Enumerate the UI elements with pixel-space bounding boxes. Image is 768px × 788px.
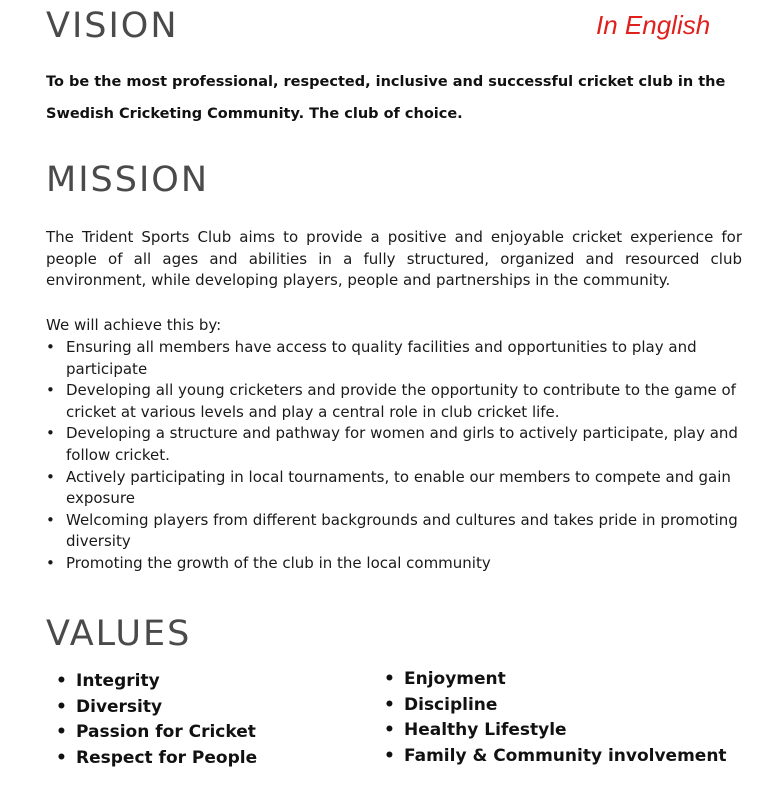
- mission-intro: The Trident Sports Club aims to provide a positive and enjoyable cricket experience for people of all ages and abilities in a fully structured, organized and resourced club environment, while developing players, people and partnerships in the community.: [46, 228, 742, 289]
- vision-statement: To be the most professional, respected, inclusive and successful cricket club in the Swedish Cricketing Community. The club of choice.: [46, 74, 726, 122]
- value-item: • Passion for Cricket: [56, 720, 257, 746]
- list-item: • Welcoming players from different backgrounds and cultures and takes pride in promoting diversity: [46, 510, 746, 553]
- vision-heading: VISION: [46, 6, 179, 46]
- list-item: • Developing all young cricketers and provide the opportunity to contribute to the game of cricket at various levels and play a central role in club cricket life.: [46, 380, 746, 423]
- value-item: • Diversity: [56, 695, 257, 721]
- list-item: • Promoting the growth of the club in the local community: [46, 553, 746, 575]
- language-label: In English: [596, 10, 711, 40]
- value-item: • Respect for People: [56, 746, 257, 772]
- value-item: • Discipline: [384, 693, 727, 719]
- value-item: • Family & Community involvement: [384, 744, 727, 770]
- mission-heading: MISSION: [46, 160, 210, 200]
- values-left-list: [56, 669, 257, 771]
- list-item: • Developing a structure and pathway for women and girls to actively participate, play and follow cricket.: [46, 423, 746, 466]
- list-item: • Actively participating in local tournaments, to enable our members to compete and gain exposure: [46, 467, 746, 510]
- value-item: • Healthy Lifestyle: [384, 718, 727, 744]
- values-right-list: [384, 667, 727, 769]
- list-item: • Ensuring all members have access to quality facilities and opportunities to play and participate: [46, 337, 746, 380]
- value-item: • Enjoyment: [384, 667, 727, 693]
- mission-achieve-label: We will achieve this by:: [46, 316, 222, 334]
- mission-points-list: [46, 337, 746, 575]
- value-item: • Integrity: [56, 669, 257, 695]
- values-heading: VALUES: [46, 614, 192, 654]
